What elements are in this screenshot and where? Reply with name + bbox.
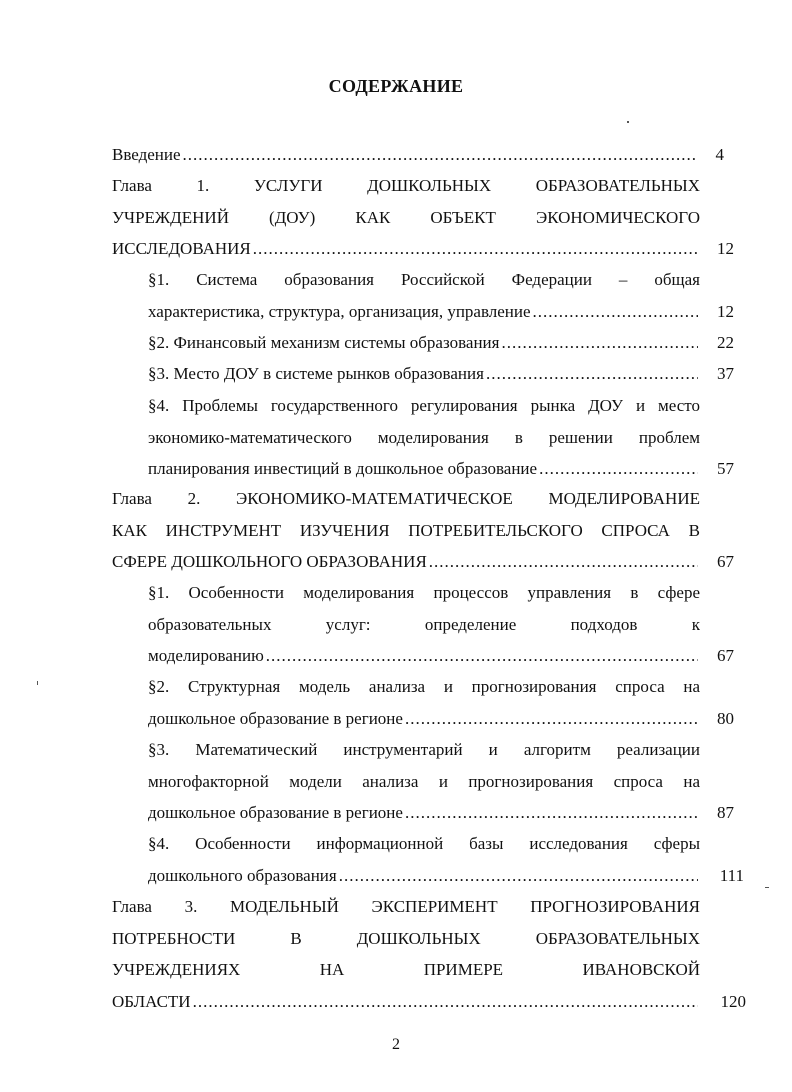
toc-entry-intro[interactable]	[112, 139, 700, 171]
toc-line: многофакторной модели анализа и прогнозирования спроса на	[148, 771, 700, 791]
toc-entry-chapter-2[interactable]	[112, 483, 700, 578]
scan-speck	[627, 121, 629, 123]
dot-leader	[405, 797, 698, 829]
toc-line-text: ОБЛАСТИ	[112, 991, 191, 1011]
toc-line: УЧРЕЖДЕНИЙ (ДОУ) КАК ОБЪЕКТ ЭКОНОМИЧЕСКОГО	[112, 207, 700, 227]
page-number: 2	[392, 1036, 400, 1053]
toc-line	[148, 296, 700, 328]
toc-entry-chapter-1[interactable]	[112, 170, 700, 265]
toc-line-text: дошкольное образование в регионе	[148, 803, 403, 822]
dot-leader	[533, 296, 698, 328]
toc-line: УЧРЕЖДЕНИЯХ НА ПРИМЕРЕ ИВАНОВСКОЙ	[112, 960, 700, 979]
toc-line	[112, 986, 700, 1018]
toc-line-text: моделированию	[148, 646, 264, 665]
dot-leader	[486, 358, 698, 390]
toc-page-number: 22	[717, 333, 734, 352]
toc-line-text: СФЕРЕ ДОШКОЛЬНОГО ОБРАЗОВАНИЯ	[112, 552, 427, 571]
dot-leader	[253, 233, 698, 265]
toc-entry-ch1-section-3[interactable]	[148, 358, 700, 390]
toc-line: §3. Математический инструментарий и алгоритм реализации	[148, 740, 700, 759]
page-title: СОДЕРЖАНИЕ	[328, 76, 464, 96]
toc-page-number: 80	[717, 709, 734, 728]
toc-entry-ch1-section-2[interactable]	[148, 327, 700, 359]
toc-entry-chapter-3[interactable]	[112, 891, 700, 1017]
toc-page-number: 111	[719, 866, 744, 885]
toc-line	[148, 358, 700, 390]
dot-leader	[339, 860, 698, 892]
toc-page-number: 57	[717, 459, 734, 478]
toc-line: ПОТРЕБНОСТИ В ДОШКОЛЬНЫХ ОБРАЗОВАТЕЛЬНЫХ	[112, 928, 700, 948]
toc-line: Глава 3. МОДЕЛЬНЫЙ ЭКСПЕРИМЕНТ ПРОГНОЗИРОВАНИЯ	[112, 897, 700, 916]
toc-line	[148, 453, 700, 485]
toc-entry-ch1-section-4[interactable]	[148, 390, 700, 485]
toc-line: Глава 2. ЭКОНОМИКО-МАТЕМАТИЧЕСКОЕ МОДЕЛИРОВАНИЕ	[112, 489, 700, 508]
toc-line: §1. Особенности моделирования процессов управления в сфере	[148, 583, 700, 602]
toc-line-text: Введение	[112, 145, 181, 164]
scan-speck	[765, 887, 769, 888]
toc-page-number: 67	[717, 552, 734, 571]
dot-leader	[429, 546, 698, 578]
toc-line-text: ИССЛЕДОВАНИЯ	[112, 239, 251, 258]
toc-page-number: 12	[717, 239, 734, 258]
dot-leader	[539, 453, 698, 485]
toc-line: §1. Система образования Российской Федерации – общая	[148, 270, 700, 289]
toc-entry-ch2-section-1[interactable]	[148, 577, 700, 672]
toc-line: §4. Особенности информационной базы исследования сферы	[148, 834, 700, 853]
toc-line-text: планирования инвестиций в дошкольное образование	[148, 459, 538, 478]
toc-line	[148, 703, 700, 735]
toc-line	[148, 640, 700, 672]
toc-entry-ch2-section-3[interactable]	[148, 734, 700, 829]
toc-line	[112, 139, 700, 171]
toc-line: §2. Структурная модель анализа и прогнозирования спроса на	[148, 677, 700, 696]
toc-line-text: §3. Место ДОУ в системе рынков образования	[148, 364, 484, 383]
dot-leader	[405, 703, 698, 735]
toc-entry-ch2-section-4[interactable]	[148, 828, 700, 891]
toc-page-number: 12	[717, 302, 734, 321]
toc-line	[112, 233, 700, 265]
dot-leader	[501, 327, 698, 359]
toc-line-text: характеристика, структура, организация, управление	[148, 301, 531, 321]
dot-leader	[193, 986, 698, 1018]
toc-line: образовательных услуг: определение подходов к	[148, 614, 700, 634]
toc-line: §4. Проблемы государственного регулирования рынка ДОУ и место	[148, 396, 700, 415]
toc-entry-ch2-section-2[interactable]	[148, 671, 700, 734]
toc-page-number: 37	[717, 364, 734, 383]
toc-line: КАК ИНСТРУМЕНТ ИЗУЧЕНИЯ ПОТРЕБИТЕЛЬСКОГО СПРОСА В	[112, 520, 700, 540]
toc-page-number: 87	[717, 803, 734, 822]
toc-line-text: §2. Финансовый механизм системы образования	[148, 333, 500, 352]
toc-line	[148, 327, 700, 359]
toc-page-number: 67	[717, 646, 734, 665]
toc-line-text: дошкольное образование в регионе	[148, 708, 403, 728]
toc-line	[148, 797, 700, 829]
toc-line	[148, 860, 700, 892]
toc-page-number: 4	[715, 145, 724, 164]
toc-line-text: дошкольного образования	[148, 865, 337, 885]
toc-page-number: 120	[720, 992, 746, 1011]
toc-line: Глава 1. УСЛУГИ ДОШКОЛЬНЫХ ОБРАЗОВАТЕЛЬНЫХ	[112, 176, 700, 195]
toc-line: экономико-математического моделирования в решении проблем	[148, 427, 700, 447]
dot-leader	[266, 640, 698, 672]
dot-leader	[183, 139, 698, 171]
scan-speck	[37, 681, 38, 685]
toc-entry-ch1-section-1[interactable]	[148, 264, 700, 327]
toc-line	[112, 546, 700, 578]
